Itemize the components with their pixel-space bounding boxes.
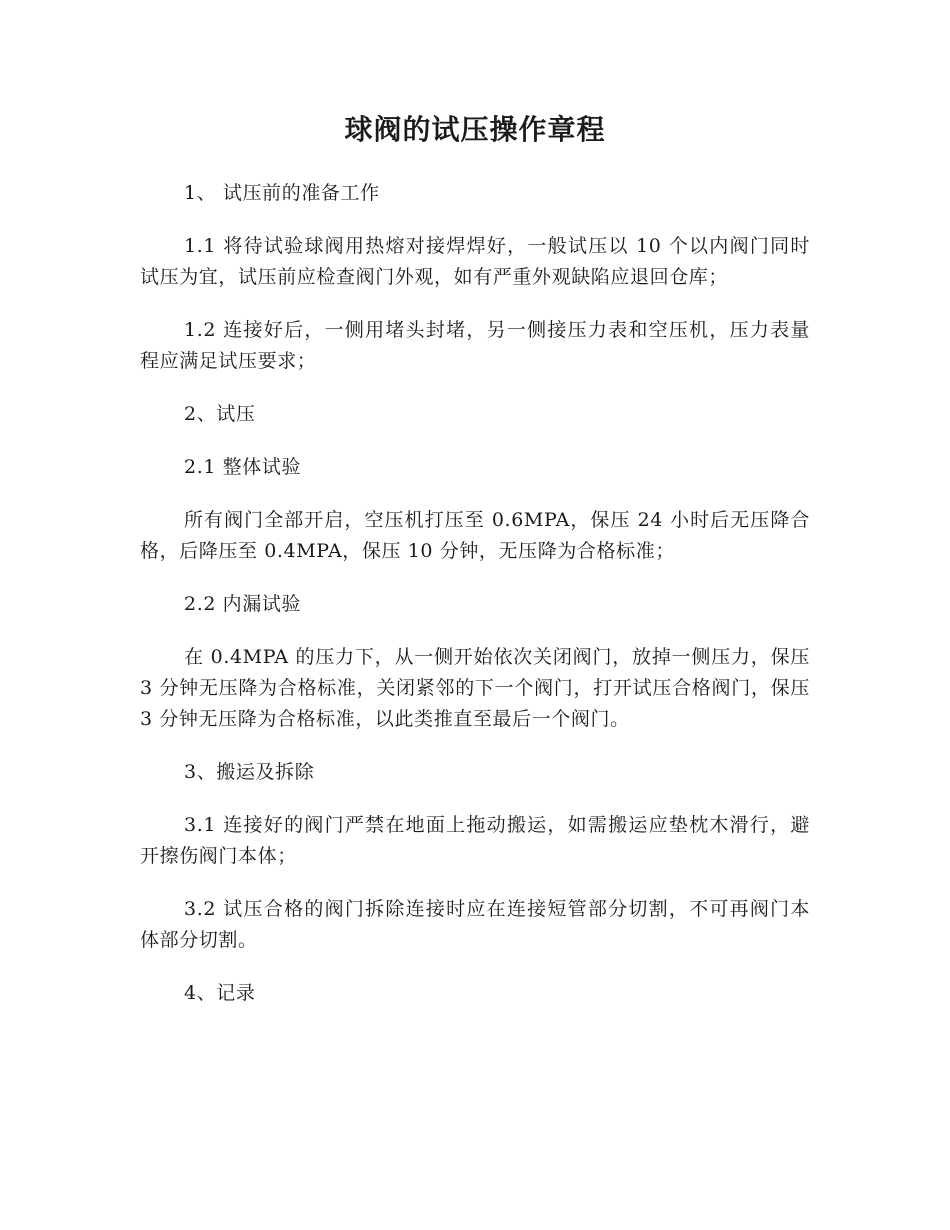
section-3-heading: 3、搬运及拆除 (184, 761, 315, 783)
section-4-heading: 4、记录 (184, 982, 256, 1004)
section-2-heading: 2、试压 (184, 403, 256, 425)
section-1-heading: 1、 试压前的准备工作 (184, 182, 380, 204)
document-page (140, 110, 810, 1031)
subsection-2-2-heading: 2.2 内漏试验 (184, 593, 302, 615)
paragraph-3-1: 3.1 连接好的阀门严禁在地面上拖动搬运，如需搬运应垫枕木滑行，避开擦伤阀门本体； (140, 814, 810, 867)
paragraph-1-2: 1.2 连接好后，一侧用堵头封堵，另一侧接压力表和空压机，压力表量程应满足试压要求； (140, 319, 810, 372)
paragraph-2-2: 在 0.4MPA 的压力下，从一侧开始依次关闭阀门，放掉一侧压力，保压 3 分钟无压降为合格标准，关闭紧邻的下一个阀门，打开试压合格阀门，保压 3 分钟无压降为合格标准，以此类推直至最后一个阀门。 (140, 646, 810, 730)
paragraph-3-2: 3.2 试压合格的阀门拆除连接时应在连接短管部分切割，不可再阀门本体部分切割。 (140, 898, 810, 951)
document-title: 球阀的试压操作章程 (344, 113, 606, 146)
paragraph-2-1: 所有阀门全部开启，空压机打压至 0.6MPA，保压 24 小时后无压降合格，后降压至 0.4MPA，保压 10 分钟，无压降为合格标准； (140, 509, 810, 562)
subsection-2-1-heading: 2.1 整体试验 (184, 456, 302, 478)
paragraph-1-1: 1.1 将待试验球阀用热熔对接焊焊好，一般试压以 10 个以内阀门同时试压为宜，试压前应检查阀门外观，如有严重外观缺陷应退回仓库； (140, 235, 810, 288)
